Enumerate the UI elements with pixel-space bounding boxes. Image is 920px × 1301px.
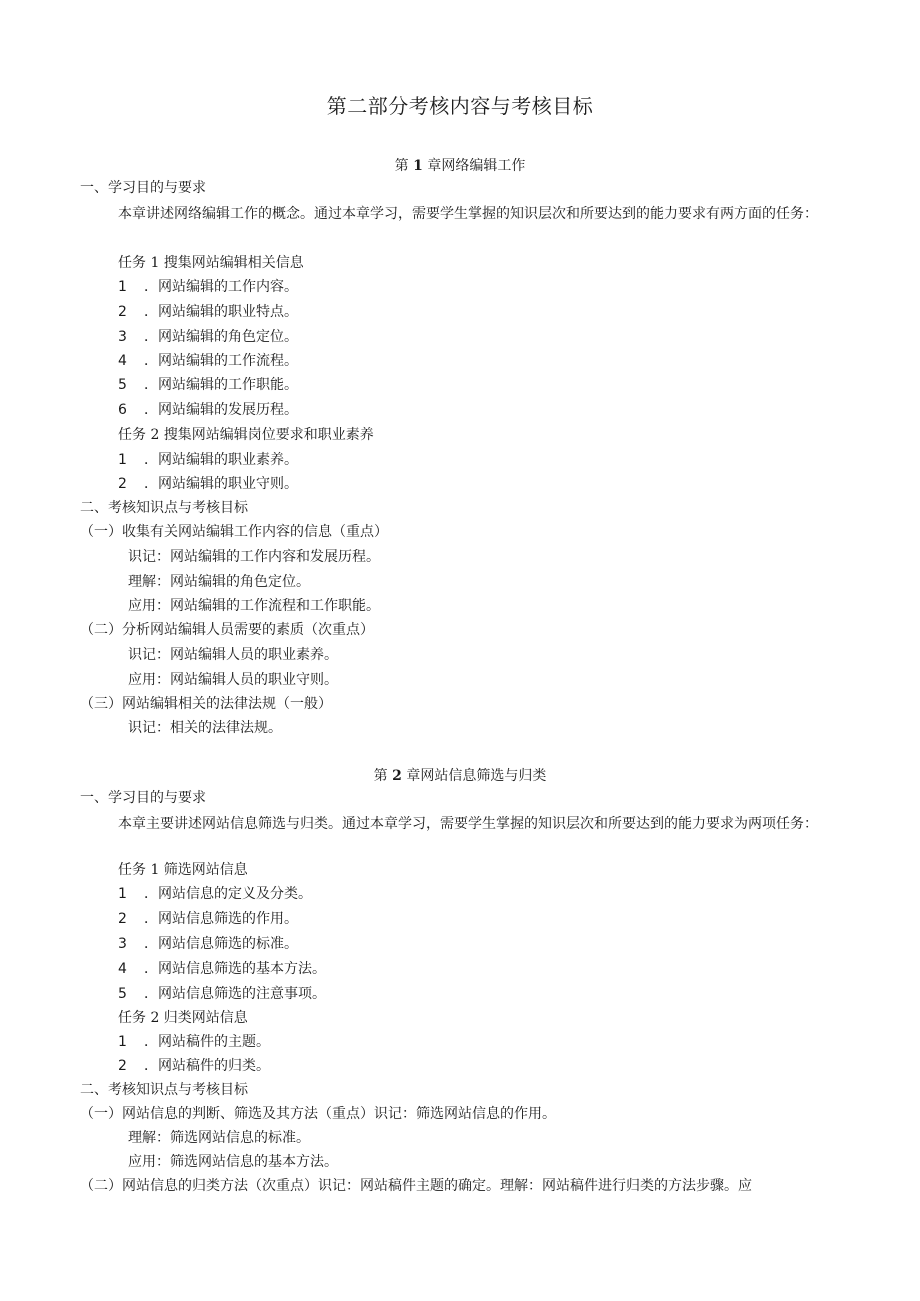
item-number: 2 <box>118 1058 127 1074</box>
item-text: ．网站编辑的职业特点。 <box>144 304 298 320</box>
ch1-point-2-recall: 识记：网站编辑人员的职业素养。 <box>128 647 338 663</box>
list-item <box>118 375 298 395</box>
list-item <box>118 884 312 904</box>
item-text: ．网站编辑的工作流程。 <box>144 353 298 369</box>
item-number: 6 <box>118 402 127 418</box>
list-item <box>118 909 298 929</box>
item-text: ．网站稿件的归类。 <box>144 1058 270 1074</box>
ch1-point-1-recall: 识记：网站编辑的工作内容和发展历程。 <box>128 549 380 565</box>
ch1-task1-title: 任务 1 搜集网站编辑相关信息 <box>118 255 304 271</box>
item-text: ．网站信息筛选的基本方法。 <box>144 961 326 977</box>
chapter-1-heading-prefix: 第 <box>394 158 409 174</box>
ch1-section-assessment: 二、考核知识点与考核目标 <box>80 500 248 516</box>
ch2-task1-title: 任务 1 筛选网站信息 <box>118 862 248 878</box>
ch2-task2-title: 任务 2 归类网站信息 <box>118 1010 248 1026</box>
page-title: 第二部分考核内容与考核目标 <box>326 94 594 118</box>
ch2-point-1-apply: 应用：筛选网站信息的基本方法。 <box>128 1154 338 1170</box>
chapter-2-heading-prefix: 第 <box>373 768 388 784</box>
list-item <box>118 450 298 470</box>
ch2-section-goals: 一、学习目的与要求 <box>80 790 206 806</box>
list-item <box>118 934 298 954</box>
ch1-point-3: （三）网站编辑相关的法律法规（一般） <box>80 696 332 712</box>
item-number: 1 <box>118 1034 127 1050</box>
list-item <box>118 959 326 979</box>
ch1-point-2: （二）分析网站编辑人员需要的素质（次重点） <box>80 622 374 638</box>
list-item <box>118 327 298 347</box>
item-number: 1 <box>118 886 127 902</box>
item-number: 3 <box>118 936 127 952</box>
item-text: ．网站信息筛选的标准。 <box>144 936 298 952</box>
item-text: ．网站信息的定义及分类。 <box>144 886 312 902</box>
list-item <box>118 1056 270 1076</box>
item-number: 4 <box>118 353 127 369</box>
item-text: ．网站编辑的工作职能。 <box>144 377 298 393</box>
list-item <box>118 984 326 1004</box>
ch1-point-1: （一）收集有关网站编辑工作内容的信息（重点） <box>80 524 388 540</box>
chapter-2-heading-suffix: 章网站信息筛选与归类 <box>406 768 547 784</box>
ch2-point-1: （一）网站信息的判断、筛选及其方法（重点）识记：筛选网站信息的作用。 <box>80 1106 556 1122</box>
chapter-1-heading <box>0 156 920 176</box>
ch1-section-goals: 一、学习目的与要求 <box>80 180 206 196</box>
list-item <box>118 1032 270 1052</box>
ch1-task2-title: 任务 2 搜集网站编辑岗位要求和职业素养 <box>118 427 374 443</box>
item-number: 2 <box>118 476 127 492</box>
list-item <box>118 400 298 420</box>
chapter-1-number: 1 <box>413 158 423 174</box>
ch1-point-1-apply: 应用：网站编辑的工作流程和工作职能。 <box>128 598 380 614</box>
item-number: 3 <box>118 329 127 345</box>
ch2-point-1-understand: 理解：筛选网站信息的标准。 <box>128 1130 310 1146</box>
item-number: 2 <box>118 911 127 927</box>
chapter-2-number: 2 <box>392 768 402 784</box>
item-text: ．网站编辑的职业素养。 <box>144 452 298 468</box>
ch1-point-1-understand: 理解：网站编辑的角色定位。 <box>128 574 310 590</box>
item-text: ．网站信息筛选的注意事项。 <box>144 986 326 1002</box>
item-number: 5 <box>118 377 127 393</box>
item-text: ．网站稿件的主题。 <box>144 1034 270 1050</box>
item-number: 4 <box>118 961 127 977</box>
chapter-2-heading <box>0 766 920 786</box>
item-text: ．网站编辑的发展历程。 <box>144 402 298 418</box>
item-number: 1 <box>118 452 127 468</box>
item-text: ．网站编辑的职业守则。 <box>144 476 298 492</box>
item-text: ．网站编辑的角色定位。 <box>144 329 298 345</box>
ch1-intro: 本章讲述网络编辑工作的概念。通过本章学习，需要学生掌握的知识层次和所要达到的能力要求有两方面的任务： <box>118 206 818 222</box>
chapter-1-heading-suffix: 章网络编辑工作 <box>427 158 526 174</box>
item-number: 2 <box>118 304 127 320</box>
ch2-point-2: （二）网站信息的归类方法（次重点）识记：网站稿件主题的确定。理解：网站稿件进行归类的方法步骤。应 <box>80 1178 752 1194</box>
item-number: 1 <box>118 279 127 295</box>
ch2-section-assessment: 二、考核知识点与考核目标 <box>80 1082 248 1098</box>
item-text: ．网站编辑的工作内容。 <box>144 279 298 295</box>
item-text: ．网站信息筛选的作用。 <box>144 911 298 927</box>
list-item <box>118 351 298 371</box>
ch2-intro: 本章主要讲述网站信息筛选与归类。通过本章学习，需要学生掌握的知识层次和所要达到的能力要求为两项任务： <box>118 816 818 832</box>
list-item <box>118 302 298 322</box>
item-number: 5 <box>118 986 127 1002</box>
ch1-point-3-recall: 识记：相关的法律法规。 <box>128 720 282 736</box>
list-item <box>118 474 298 494</box>
ch1-point-2-apply: 应用：网站编辑人员的职业守则。 <box>128 672 338 688</box>
list-item <box>118 277 298 297</box>
